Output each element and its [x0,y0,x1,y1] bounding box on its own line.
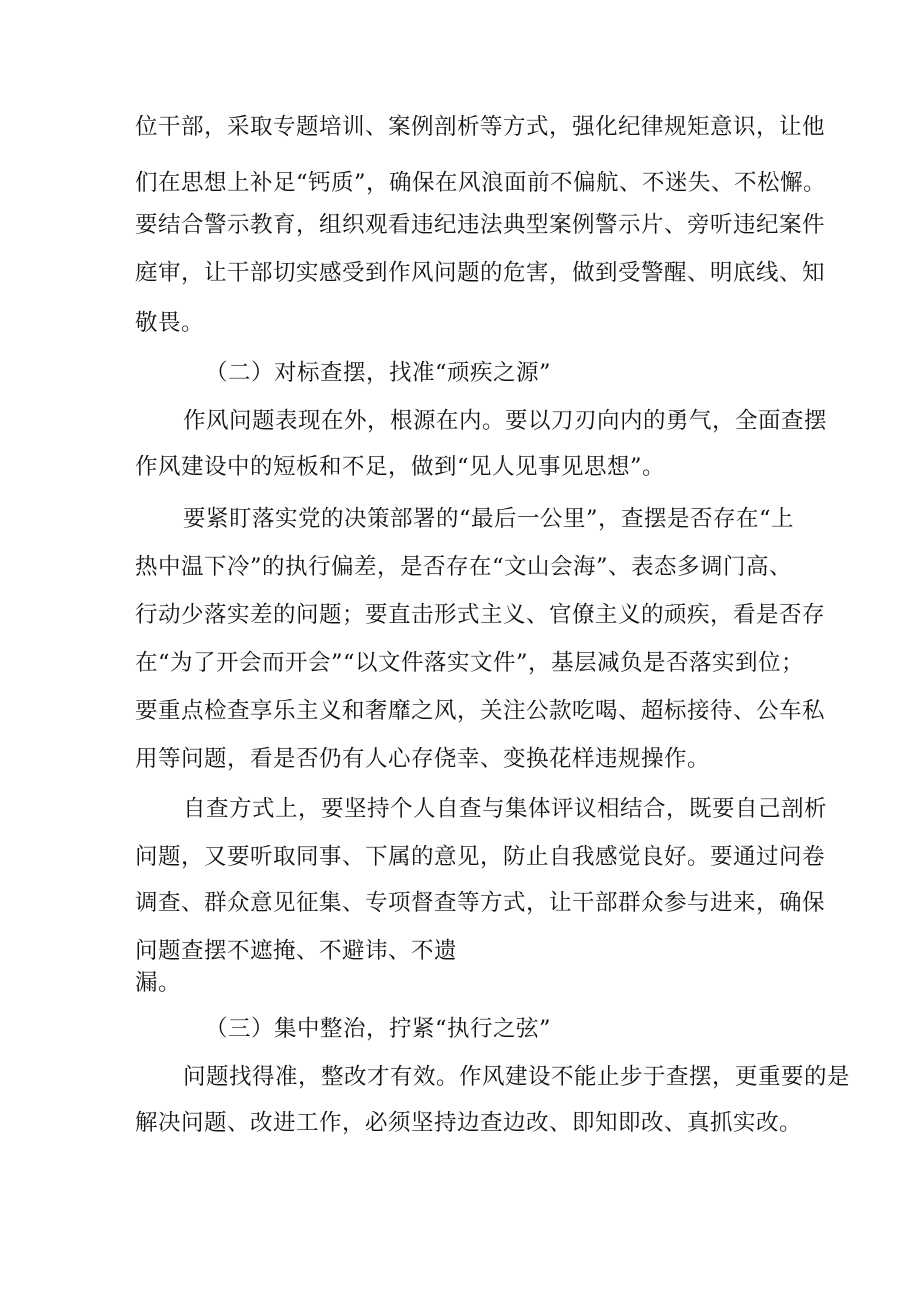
body-text-line: 解决问题、改进工作，必须坚持边查边改、即知即改、真抓实改。 [135,1110,803,1136]
body-text-line: 问题查摆不遮掩、不避讳、不遗 [135,938,458,964]
body-text-line: 敬畏。 [135,310,205,336]
body-text-line: 自查方式上，要坚持个人自查与集体评议相结合，既要自己剖析 [183,796,828,822]
body-text-line: 热中温下冷”的执行偏差，是否存在“文山会海”、表态多调门高、 [135,554,793,580]
body-text-line: 在“为了开会而开会”“以文件落实文件”，基层减负是否落实到位； [135,650,805,676]
section-heading-2: （二）对标查摆，找准“顽疾之源” [205,360,552,386]
body-text-line: 问题找得准，整改才有效。作风建设不能止步于查摆，更重要的是 [183,1064,851,1090]
body-text-line: 作风问题表现在外，根源在内。要以刀刃向内的勇气，全面查摆 [183,408,828,434]
body-text-line: 位干部，采取专题培训、案例剖析等方式，强化纪律规矩意识，让他 [135,114,826,140]
body-text-line: 问题，又要听取同事、下属的意见，防止自我感觉良好。要通过问卷 [135,844,826,870]
body-text-line: 要重点检查享乐主义和奢靡之风，关注公款吃喝、超标接待、公车私 [135,698,826,724]
body-text-line: 们在思想上补足“钙质”，确保在风浪面前不偏航、不迷失、不松懈。 [135,170,827,196]
body-text-line: 庭审，让干部切实感受到作风问题的危害，做到受警醒、明底线、知 [135,260,826,286]
body-text-line: 漏。 [135,970,182,996]
body-text-line: 作风建设中的短板和不足，做到“见人见事见思想”。 [135,454,666,480]
section-heading-3: （三）集中整治，拧紧“执行之弦” [205,1016,552,1042]
body-text-line: 调查、群众意见征集、专项督查等方式，让干部群众参与进来，确保 [135,890,826,916]
body-text-line: 要紧盯落实党的决策部署的“最后一公里”，查摆是否存在“上 [183,506,795,532]
body-text-line: 要结合警示教育，组织观看违纪违法典型案例警示片、旁听违纪案件 [135,212,826,238]
body-text-line: 用等问题，看是否仍有人心存侥幸、变换花样违规操作。 [135,746,711,772]
body-text-line: 行动少落实差的问题；要直击形式主义、官僚主义的顽疾，看是否存 [135,602,826,628]
